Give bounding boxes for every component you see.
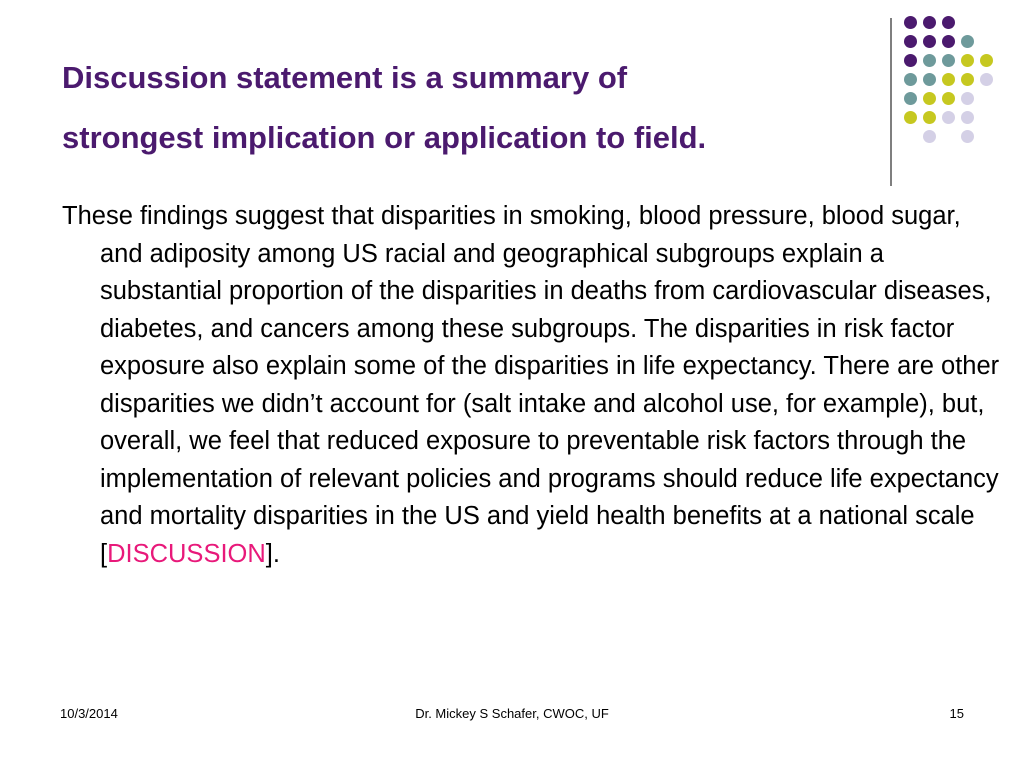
decorative-dot [980, 54, 993, 67]
title-line-1: Discussion statement is a summary of [62, 60, 628, 95]
decorative-dot [942, 111, 955, 124]
body-text-end: ]. [265, 539, 280, 568]
decorative-dot [961, 92, 974, 105]
decorative-dot [904, 73, 917, 86]
body-paragraph [62, 198, 1005, 573]
decorative-dot [923, 73, 936, 86]
citation-tag: DISCUSSION [107, 539, 266, 568]
decorative-dot [923, 130, 936, 143]
decorative-dot [904, 35, 917, 48]
decorative-dot [923, 111, 936, 124]
decorative-dot [904, 54, 917, 67]
decorative-dot [961, 35, 974, 48]
decorative-dot [904, 111, 917, 124]
footer-date: 10/3/2014 [60, 706, 118, 721]
footer-page-number: 15 [949, 706, 964, 721]
decorative-dot [961, 111, 974, 124]
decorative-dot [942, 35, 955, 48]
decorative-dot [942, 54, 955, 67]
decorative-dot [942, 73, 955, 86]
slide-title [62, 48, 862, 168]
decorative-dot [923, 54, 936, 67]
title-divider-line [890, 18, 892, 186]
decorative-dot [961, 130, 974, 143]
title-line-2: strongest implication or application to field. [62, 120, 707, 155]
decorative-dot [904, 92, 917, 105]
decorative-dot [923, 35, 936, 48]
decorative-dot [942, 16, 955, 29]
decorative-dot [904, 16, 917, 29]
decorative-dot [980, 73, 993, 86]
decorative-dot [961, 54, 974, 67]
decorative-dot [923, 92, 936, 105]
footer-author: Dr. Mickey S Schafer, CWOC, UF [415, 706, 609, 721]
decorative-dot [923, 16, 936, 29]
decorative-dot [961, 73, 974, 86]
decorative-dot [942, 92, 955, 105]
body-text-main: These findings suggest that disparities in smoking, blood pressure, blood sugar, and adiposity among US racial and geographical subgroups explain a substantial proportion of the disparities in deaths from cardiovascular diseases, diabetes, and cancers among these subgroups. The disparities in risk factor exposure also explain some of the disparities in life expectancy. There are other disparities we didn’t account for (salt intake and alcohol use, for example), but, overall, we feel that reduced exposure to preventable risk factors through the implementation of relevant policies and programs should reduce life expectancy and mortality disparities in the US and yield health benefits at a national scale [ [62, 202, 1000, 568]
